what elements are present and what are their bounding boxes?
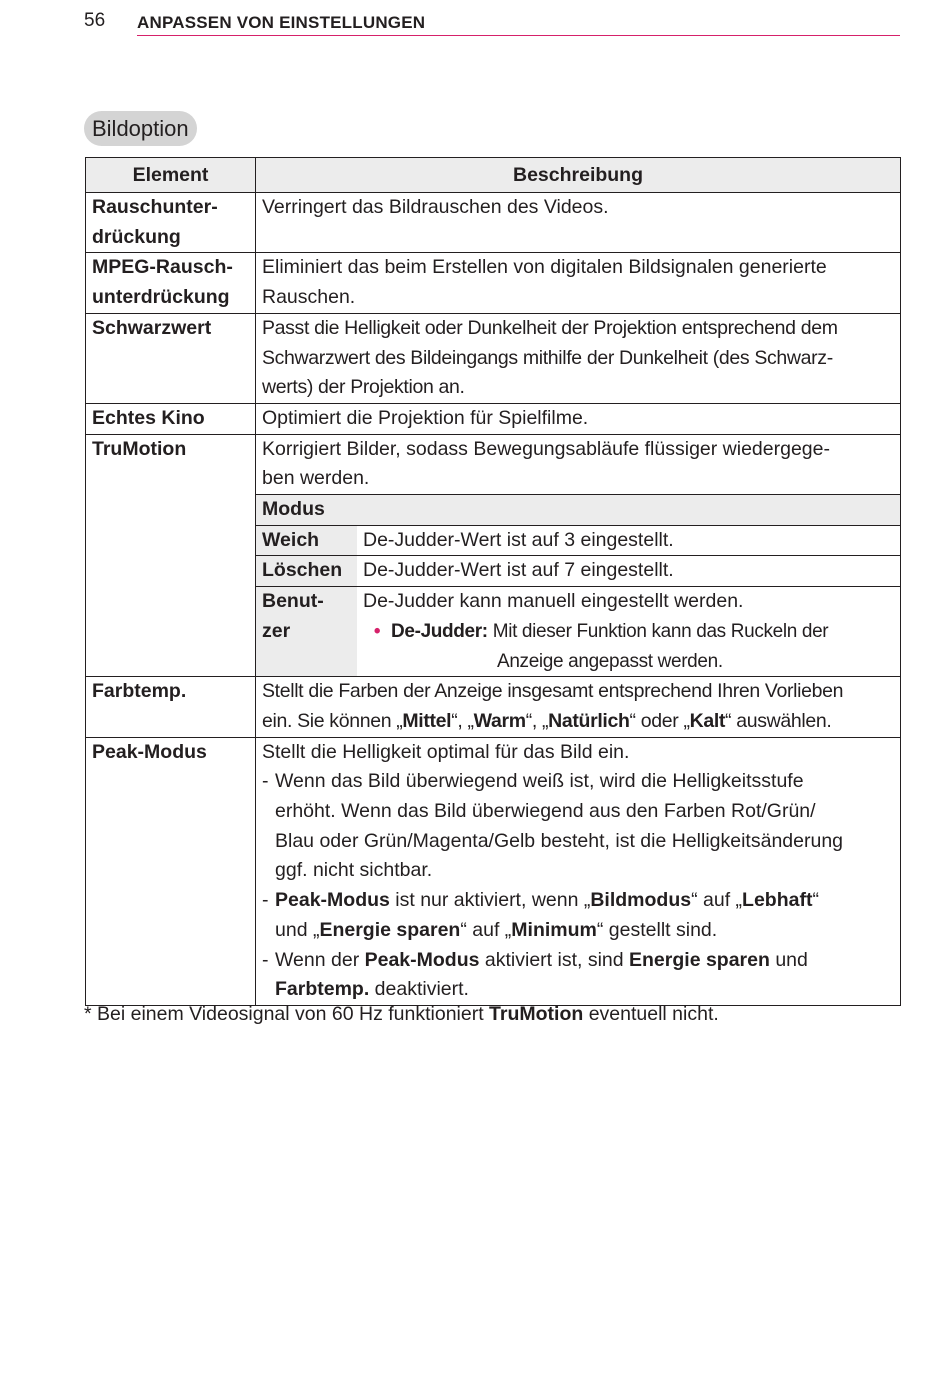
table-row [86, 434, 901, 677]
description-cell: Verringert das Bildrauschen des Videos. [256, 193, 901, 253]
mode-description: De-Judder kann manuell eingestellt werden. • De-Judder: Mit dieser Funktion kann das Ruckeln der Anzeige angepasst werden. [357, 587, 900, 676]
dejudder-note: • De-Judder: Mit dieser Funktion kann das Ruckeln der [363, 617, 894, 647]
description-cell: Passt die Helligkeit oder Dunkelheit der Projektion entsprechend dem Schwarzwert des Bildeingangs mithilfe der Dunkelheit (des Schwarz- werts) der Projektion an. [256, 313, 901, 403]
element-cell: Schwarzwert [86, 313, 256, 403]
mode-row [256, 525, 900, 556]
mode-name: Weich [256, 526, 357, 556]
peak-note-1: - Wenn das Bild überwiegend weiß ist, wird die Helligkeitsstufe erhöht. Wenn das Bild überwiegend aus den Farben Rot/Grün/ Blau oder Grün/Magenta/Gelb besteht, ist die Helligkeitsänderung ggf. nicht sichtbar. [262, 770, 844, 882]
table-row [86, 313, 901, 403]
footnote: * Bei einem Videosignal von 60 Hz funktioniert TruMotion eventuell nicht. [84, 1003, 719, 1025]
table-header-row [86, 158, 901, 193]
element-cell: Echtes Kino [86, 403, 256, 434]
table-row [86, 677, 901, 737]
description-cell: Stellt die Helligkeit optimal für das Bild ein. - Wenn das Bild überwiegend weiß ist, wird die Helligkeitsstufe erhöht. Wenn das Bild überwiegend aus den Farben Rot/Grün/ Blau oder Grün/Magenta/Gelb besteht, ist die Helligkeitsänderung ggf. nicht sichtbar. - Peak-Modus ist nur aktiviert, wenn „Bildmodus“ auf „Lebhaft“ und „Energie sparen“ auf „Minimum“ gestellt sind. - Wenn der Peak-Modus aktiviert ist, sind Energie sparen und Farbtemp. deaktiviert. [256, 737, 901, 1005]
modus-subheader: Modus [256, 494, 900, 525]
peak-note-2: - Peak-Modus ist nur aktiviert, wenn „Bildmodus“ auf „Lebhaft“ und „Energie sparen“ auf „Minimum“ gestellt sind. [262, 889, 819, 941]
options-table [85, 157, 901, 1006]
element-cell: Peak-Modus [86, 737, 256, 1005]
element-cell: MPEG-Rausch- unterdrückung [86, 253, 256, 313]
description-cell: Optimiert die Projektion für Spielfilme. [256, 403, 901, 434]
table-row [86, 253, 901, 313]
mode-description: De-Judder-Wert ist auf 3 eingestellt. [363, 528, 674, 551]
mode-name: Löschen [256, 556, 357, 586]
header-description: Beschreibung [256, 158, 901, 193]
table-row [86, 403, 901, 434]
mode-row [256, 586, 900, 676]
table-row [86, 737, 901, 1005]
description-cell: Eliminiert das beim Erstellen von digitalen Bildsignalen generierte Rauschen. [256, 253, 901, 313]
description-cell: Korrigiert Bilder, sodass Bewegungsabläufe flüssiger wiedergege- ben werden. Modus Weich De-Judder-Wert ist auf 3 eingestellt. Löschen De-Judder-Wert ist auf 7 eingestellt. Benut- zer De-Judder kann manuell eingestellt werden. • De-Judder: Mit dieser Funktion kann das Ruckeln der Anzeige angepasst werden. [256, 434, 901, 677]
bullet-icon: • [373, 620, 381, 642]
element-cell: TruMotion [86, 434, 256, 677]
description-cell: Stellt die Farben der Anzeige insgesamt entsprechend Ihren Vorlieben ein. Sie können „Mittel“, „Warm“, „Natürlich“ oder „Kalt“ auswählen. [256, 677, 901, 737]
mode-name: Benut- zer [256, 587, 357, 676]
element-cell: Rauschunter- drückung [86, 193, 256, 253]
section-header: ANPASSEN VON EINSTELLUNGEN [137, 13, 900, 36]
header-element: Element [86, 158, 256, 193]
element-cell: Farbtemp. [86, 677, 256, 737]
table-row [86, 193, 901, 253]
peak-note-3: - Wenn der Peak-Modus aktiviert ist, sind Energie sparen und Farbtemp. deaktiviert. [262, 948, 808, 1001]
mode-row [256, 555, 900, 586]
page-number: 56 [84, 10, 106, 31]
section-heading-pill: Bildoption [84, 111, 197, 146]
mode-description: De-Judder-Wert ist auf 7 eingestellt. [363, 559, 674, 582]
